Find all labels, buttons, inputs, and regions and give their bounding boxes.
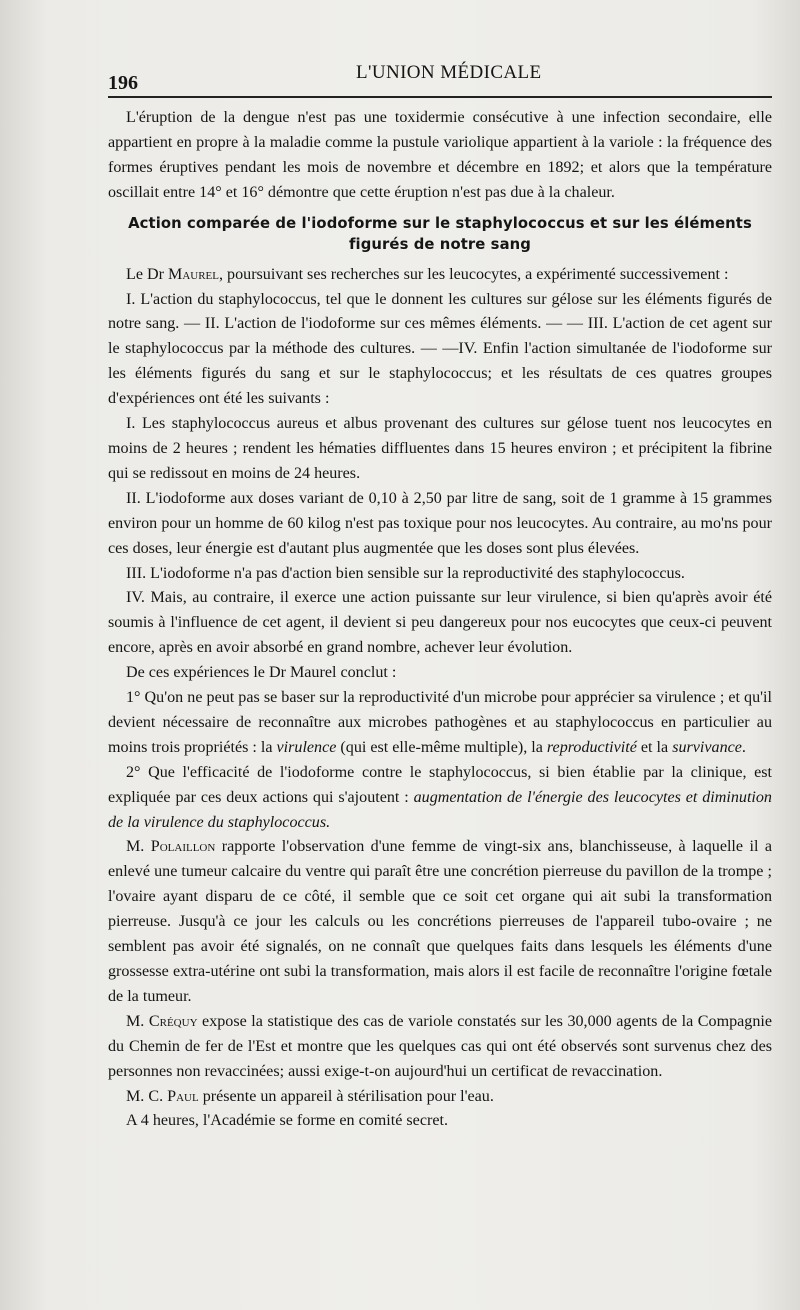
polaillon-paragraph <box>108 835 772 1009</box>
conclusion-1 <box>108 686 772 761</box>
intro-paragraph <box>108 263 772 288</box>
result-3: III. L'iodoforme n'a pas d'action bien sensible sur la reproductivité des staphylococcus. <box>126 564 685 582</box>
polaillon-prefix: M. <box>126 838 151 856</box>
paul-prefix: M. C. <box>126 1087 168 1105</box>
conclusion-1-mid: (qui est elle-même multiple), la <box>336 738 547 756</box>
article-content <box>108 106 772 1134</box>
opening-paragraph: L'éruption de la dengue n'est pas une toxidermie consécutive à une infection secondaire, elle appartient en propre à la maladie comme la pustule variolique appartient à la variole : la fréquence des formes éruptives pendant les mois de novembre et décembre en 1892; et alors que la température oscillait entre 14° et 16° démontre que cette éruption n'est pas due à la chaleur. <box>108 109 772 201</box>
result-4: IV. Mais, au contraire, il exerce une action puissante sur leur virulence, si bien qu'après avoir été soumis à l'influence de cet agent, il devient si peu dangereux pour nos eucocytes que ceux-ci peuvent encore, après en avoir absorbé en grand nombre, achever leur évolution. <box>108 589 772 657</box>
conclusion-2-prefix: 2° Que l'efficacité de l'iodoforme contre le staphylococcus, si bien établie par la clinique, est expliquée par ces deux actions qui s'ajoutent : <box>108 763 772 806</box>
paul-paragraph <box>108 1085 772 1110</box>
conclusion-1-survivance: survivance <box>672 738 742 756</box>
result-2: II. L'iodoforme aux doses variant de 0,10 à 2,50 par litre de sang, soit de 1 gramme à 15 grammes environ pour un homme de 60 kilog n'est pas toxique pour nos leucocytes. Au contraire, au mo'ns pour ces doses, leur énergie est d'autant plus augmentée que les doses sont plus élevées. <box>108 489 772 557</box>
polaillon-name: Polaillon <box>150 838 216 856</box>
conclusion-intro: De ces expériences le Dr Maurel conclut : <box>126 664 397 682</box>
paul-text: présente un appareil à stérilisation pour l'eau. <box>198 1087 494 1105</box>
conclusion-2 <box>108 761 772 836</box>
page-number: 196 <box>108 72 138 94</box>
final-paragraph: A 4 heures, l'Académie se forme en comité secret. <box>126 1112 448 1130</box>
intro-prefix: Le Dr <box>126 265 169 283</box>
result-1: I. Les staphylococcus aureus et albus provenant des cultures sur gélose tuent nos leucocytes en moins de 2 heures ; rendent les hématies diffluentes dans 15 heures environ ; et précipitent la fibrine qui se redissout en moins de 24 heures. <box>108 415 772 482</box>
conclusion-1-virulence: virulence <box>276 738 337 756</box>
running-title: L'UNION MÉDICALE <box>356 62 542 83</box>
crequy-paragraph <box>108 1010 772 1085</box>
crequy-text: expose la statistique des cas de variole constatés sur les 30,000 agents de la Compagnie du Chemin de fer de l'Est et montre que les quelques cas qui ont été observés sont survenus chez des personnes non revaccinées; aussi exige-t-on aujourd'hui un certificat de revaccination. <box>108 1012 773 1080</box>
intro-suffix: , poursuivant ses recherches sur les leucocytes, a expérimenté successivement : <box>219 265 729 283</box>
conclusion-1-and: et la <box>636 738 673 756</box>
header-rule <box>108 96 772 98</box>
conclusion-1-reproductivite: reproductivité <box>546 738 637 756</box>
polaillon-text: rapporte l'observation d'une femme de vingt-six ans, blanchisseuse, à laquelle il a enlevé une tumeur calcaire du ventre qui paraît être une concrétion pierreuse du pavillon de la trompe ; l'ovaire ayant disparu de ce côté, il semble que ce soit cet organe qui ait subi la transformation pierreuse. Jusqu'à ce jour les calculs ou les concrétions pierreuses de l'appareil tubo-ovaire ; ne semblent pas avoir été signalés, on ne connaît que quelques faits dans lesquels les éléments d'une grossesse extra-utérine ont subi la transformation, mais alors il est facile de reconnaître l'origine fœtale de la tumeur. <box>108 838 772 1005</box>
conclusion-1-prefix: 1° Qu'on ne peut pas se baser sur la reproductivité d'un microbe pour apprécier sa virulence ; et qu'il devient nécessaire de reconnaître aux microbes pathogènes et au staphylococcus en particulier au moins trois propriétés : la <box>108 689 772 756</box>
conclusion-2-italic: augmentation de l'énergie des leucocytes et diminution de la virulence du staphylococcus. <box>108 788 772 831</box>
crequy-prefix: M. <box>126 1012 149 1030</box>
section-heading: Action comparée de l'iodoforme sur le staphylococcus et sur les éléments figurés de notre sang <box>128 214 752 253</box>
conclusion-1-end: . <box>741 738 746 756</box>
author-name: Maurel <box>168 265 219 283</box>
crequy-name: Créquy <box>148 1012 198 1030</box>
paul-name: Paul <box>167 1087 199 1105</box>
experiment-list-paragraph: I. L'action du staphylococcus, tel que le donnent les cultures sur gélose sur les éléments figurés de notre sang. — II. L'action de l'iodoforme sur ces mêmes éléments. — — III. L'action de cet agent sur le staphylococcus par la méthode des cultures. — —IV. Enfin l'action simultanée de l'iodoforme sur les éléments figurés du sang et sur le staphylococcus; et les résultats de ces quatres groupes d'expériences ont été les suivants : <box>108 290 772 408</box>
page-header <box>108 54 772 94</box>
